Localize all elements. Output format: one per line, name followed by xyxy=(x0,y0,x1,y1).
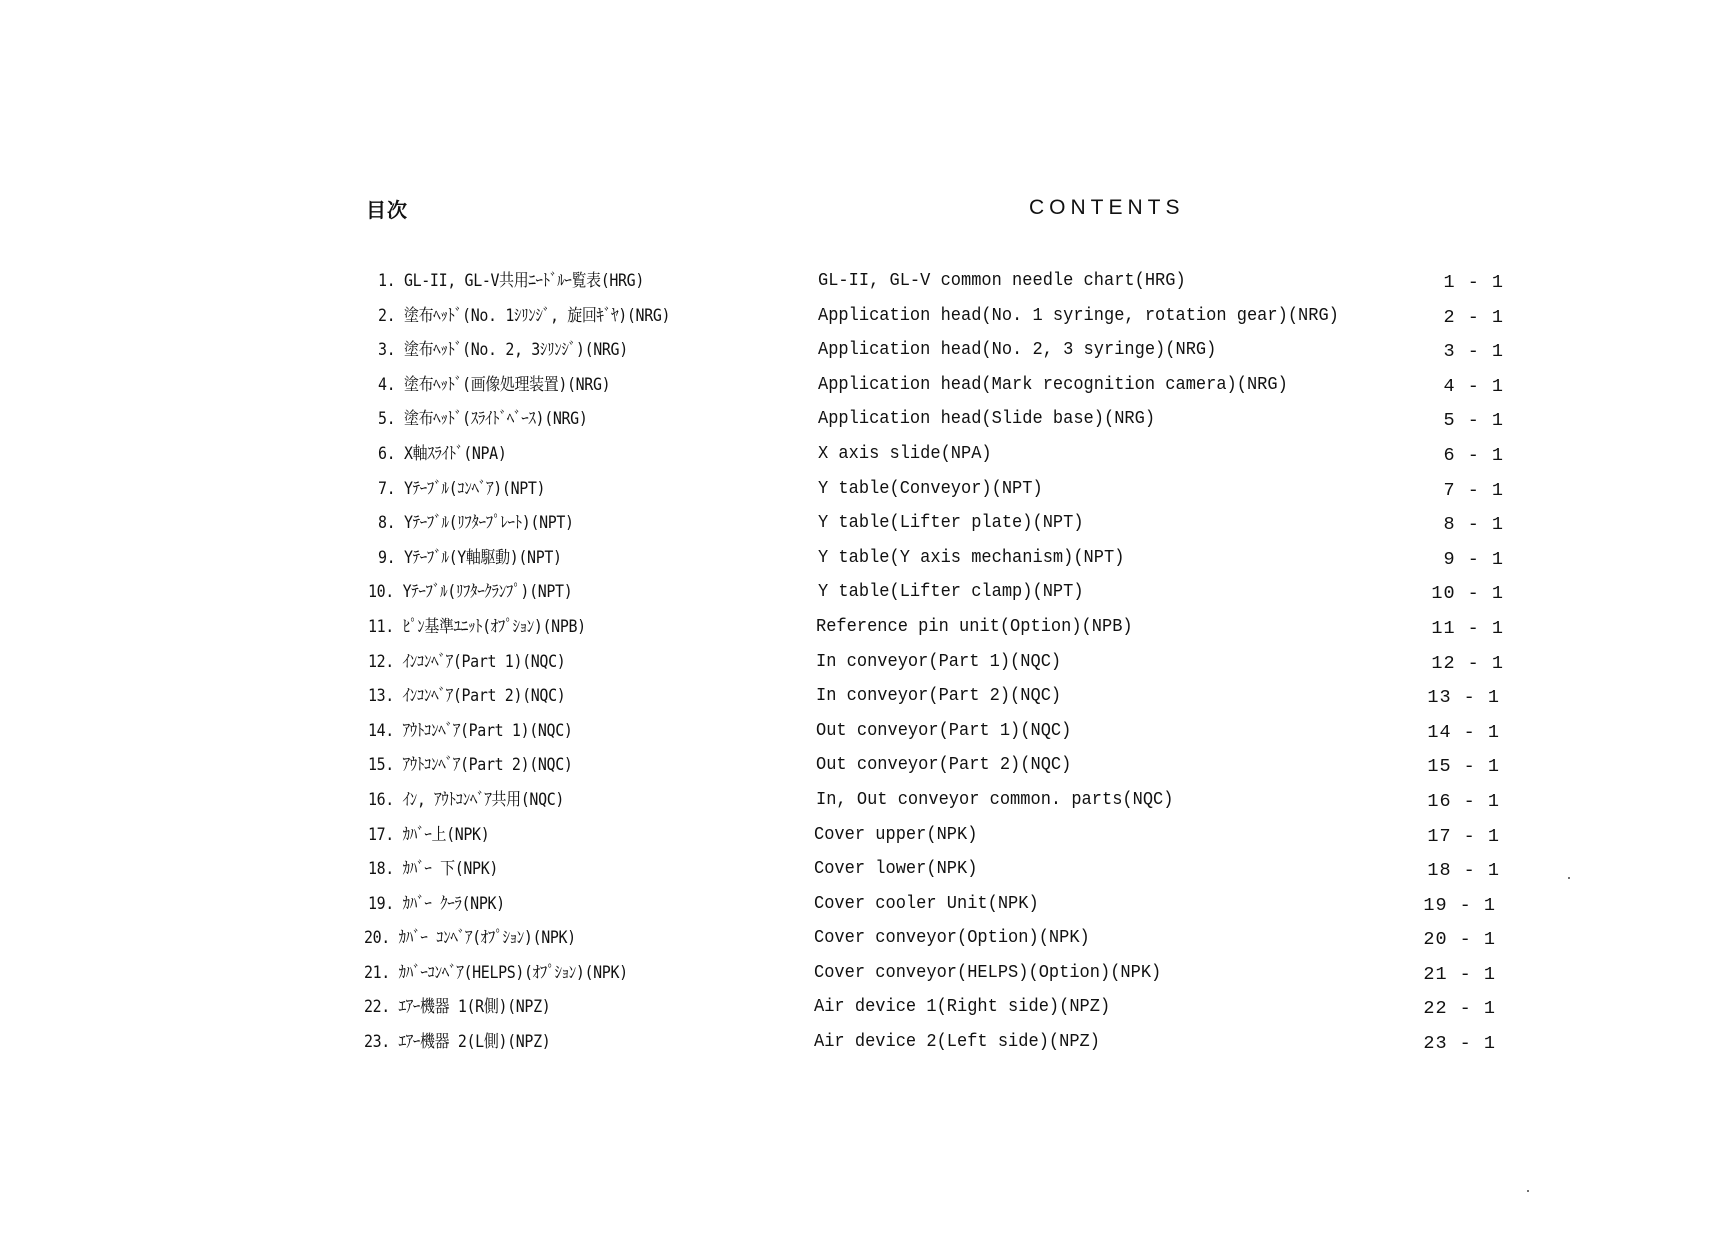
toc-entry-japanese-title: 3. 塗布ﾍｯﾄﾞ(No. 2, 3ｼﾘﾝｼﾞ)(NRG) xyxy=(378,340,628,361)
toc-entry-english-title: Cover conveyor(HELPS)(Option)(NPK) xyxy=(814,961,1162,983)
toc-entry-page-number: 1 - 1 xyxy=(1443,272,1504,293)
toc-entry-page-number: 16 - 1 xyxy=(1427,790,1500,812)
toc-entry-page-number: 15 - 1 xyxy=(1427,756,1500,778)
toc-entry xyxy=(0,921,1734,956)
toc-entry xyxy=(0,402,1734,437)
toc-entry xyxy=(0,333,1734,368)
toc-entry-japanese-title: 22. ｴｱｰ機器 1(R側)(NPZ) xyxy=(364,997,551,1018)
toc-entry-japanese-title: 13. ｲﾝｺﾝﾍﾞｱ(Part 2)(NQC) xyxy=(368,686,566,707)
toc-entry-english-title: Cover lower(NPK) xyxy=(814,858,978,880)
toc-entry-english-title: Cover upper(NPK) xyxy=(814,823,978,845)
toc-entry-page-number: 23 - 1 xyxy=(1423,1033,1496,1055)
toc-entry-page-number: 6 - 1 xyxy=(1443,444,1504,466)
toc-entry xyxy=(0,299,1734,334)
toc-entry-japanese-title: 18. ｶﾊﾞｰ 下(NPK) xyxy=(368,859,499,880)
toc-entry-english-title: Out conveyor(Part 1)(NQC) xyxy=(816,719,1072,741)
toc-entry-page-number: 17 - 1 xyxy=(1427,825,1500,847)
toc-entry-english-title: Out conveyor(Part 2)(NQC) xyxy=(816,754,1072,776)
toc-entry-page-number: 18 - 1 xyxy=(1427,860,1500,882)
toc-entry-page-number: 20 - 1 xyxy=(1423,929,1496,951)
toc-entry-page-number: 21 - 1 xyxy=(1423,963,1496,985)
toc-entry xyxy=(0,818,1734,853)
toc-entry-page-number: 13 - 1 xyxy=(1427,687,1500,709)
toc-entry-page-number: 4 - 1 xyxy=(1443,375,1504,397)
toc-entry-page-number: 3 - 1 xyxy=(1443,341,1504,363)
toc-entry-japanese-title: 2. 塗布ﾍｯﾄﾞ(No. 1ｼﾘﾝｼﾞ, 旋回ｷﾞﾔ)(NRG) xyxy=(378,305,671,326)
toc-entry-japanese-title: 17. ｶﾊﾞｰ上(NPK) xyxy=(368,824,490,845)
toc-entry xyxy=(0,645,1734,680)
toc-entry-english-title: In, Out conveyor common. parts(NQC) xyxy=(816,788,1174,810)
toc-entry-english-title: In conveyor(Part 1)(NQC) xyxy=(816,650,1062,672)
toc-entry xyxy=(0,783,1734,818)
toc-entry-japanese-title: 21. ｶﾊﾞｰｺﾝﾍﾞｱ(HELPS)(ｵﾌﾟｼｮﾝ)(NPK) xyxy=(364,962,628,983)
toc-entry-page-number: 5 - 1 xyxy=(1443,410,1504,432)
scan-speck xyxy=(1568,877,1570,879)
toc-entry-english-title: Cover conveyor(Option)(NPK) xyxy=(814,927,1090,949)
toc-entry xyxy=(0,956,1734,991)
toc-entry-english-title: In conveyor(Part 2)(NQC) xyxy=(816,685,1062,707)
toc-entry xyxy=(0,437,1734,472)
scan-speck xyxy=(1527,1190,1529,1192)
toc-entry-page-number: 9 - 1 xyxy=(1443,548,1504,570)
toc-entry xyxy=(0,610,1734,645)
toc-entry-page-number: 12 - 1 xyxy=(1431,652,1504,674)
toc-entry-english-title: Y table(Lifter plate)(NPT) xyxy=(818,512,1084,534)
toc-entry-japanese-title: 6. X軸ｽﾗｲﾄﾞ(NPA) xyxy=(378,443,507,464)
toc-entry-english-title: Application head(Slide base)(NRG) xyxy=(818,408,1156,430)
toc-entry-english-title: Application head(No. 2, 3 syringe)(NRG) xyxy=(818,339,1217,361)
toc-entry-page-number: 10 - 1 xyxy=(1431,583,1504,605)
toc-entry-page-number: 2 - 1 xyxy=(1443,306,1504,328)
toc-entry-english-title: Y table(Y axis mechanism)(NPT) xyxy=(818,546,1125,568)
toc-entry-japanese-title: 1. GL-II, GL-V共用ﾆｰﾄﾞﾙｰ覧表(HRG) xyxy=(378,271,644,291)
toc-entry-japanese-title: 7. Yﾃｰﾌﾞﾙ(ｺﾝﾍﾞｱ)(NPT) xyxy=(378,478,546,499)
toc-entry xyxy=(0,748,1734,783)
toc-entry-english-title: Application head(Mark recognition camera)(NRG) xyxy=(818,373,1288,395)
toc-entry xyxy=(0,472,1734,507)
toc-entry xyxy=(0,575,1734,610)
toc-entry-japanese-title: 9. Yﾃｰﾌﾞﾙ(Y軸駆動)(NPT) xyxy=(378,547,562,568)
toc-entry-page-number: 11 - 1 xyxy=(1431,617,1504,639)
toc-entry-japanese-title: 19. ｶﾊﾞｰ ｸｰﾗ(NPK) xyxy=(368,893,505,914)
toc-entry xyxy=(0,990,1734,1025)
toc-entry-english-title: Air device 1(Right side)(NPZ) xyxy=(814,996,1111,1018)
toc-entry xyxy=(0,506,1734,541)
toc-entry xyxy=(0,264,1734,299)
toc-entry-page-number: 19 - 1 xyxy=(1423,894,1496,916)
toc-entry-japanese-title: 10. Yﾃｰﾌﾞﾙ(ﾘﾌﾀｰｸﾗﾝﾌﾟ)(NPT) xyxy=(368,582,573,603)
toc-entry-english-title: X axis slide(NPA) xyxy=(818,442,992,464)
japanese-contents-heading: 目次 xyxy=(366,198,408,222)
toc-entry xyxy=(0,368,1734,403)
toc-entry-japanese-title: 14. ｱｳﾄｺﾝﾍﾞｱ(Part 1)(NQC) xyxy=(368,720,573,741)
toc-entry-japanese-title: 4. 塗布ﾍｯﾄﾞ(画像処理装置)(NRG) xyxy=(378,374,611,395)
toc-entry xyxy=(0,887,1734,922)
toc-entry-japanese-title: 23. ｴｱｰ機器 2(L側)(NPZ) xyxy=(364,1032,551,1053)
toc-entry xyxy=(0,1025,1734,1060)
toc-entry-page-number: 8 - 1 xyxy=(1443,514,1504,536)
toc-entry xyxy=(0,541,1734,576)
toc-entry-japanese-title: 5. 塗布ﾍｯﾄﾞ(ｽﾗｲﾄﾞﾍﾞｰｽ)(NRG) xyxy=(378,409,588,430)
toc-entry-english-title: GL-II, GL-V common needle chart(HRG) xyxy=(818,270,1186,291)
toc-entry-japanese-title: 8. Yﾃｰﾌﾞﾙ(ﾘﾌﾀｰﾌﾟﾚｰﾄ)(NPT) xyxy=(378,513,574,534)
table-of-contents xyxy=(0,264,1734,1060)
toc-entry xyxy=(0,679,1734,714)
toc-entry-english-title: Air device 2(Left side)(NPZ) xyxy=(814,1031,1100,1053)
toc-entry-english-title: Application head(No. 1 syringe, rotation gear)(NRG) xyxy=(818,304,1339,326)
toc-entry-page-number: 7 - 1 xyxy=(1443,479,1504,501)
toc-entry xyxy=(0,714,1734,749)
toc-entry-english-title: Reference pin unit(Option)(NPB) xyxy=(816,615,1133,637)
contents-heading: CONTENTS xyxy=(1029,196,1185,219)
toc-entry-japanese-title: 12. ｲﾝｺﾝﾍﾞｱ(Part 1)(NQC) xyxy=(368,651,566,672)
toc-entry-english-title: Y table(Conveyor)(NPT) xyxy=(818,477,1043,499)
toc-entry-page-number: 14 - 1 xyxy=(1427,721,1500,743)
toc-entry-japanese-title: 15. ｱｳﾄｺﾝﾍﾞｱ(Part 2)(NQC) xyxy=(368,755,573,776)
toc-entry-english-title: Cover cooler Unit(NPK) xyxy=(814,892,1039,914)
toc-entry-japanese-title: 20. ｶﾊﾞｰ ｺﾝﾍﾞｱ(ｵﾌﾟｼｮﾝ)(NPK) xyxy=(364,928,576,949)
toc-entry-japanese-title: 16. ｲﾝ, ｱｳﾄｺﾝﾍﾞｱ共用(NQC) xyxy=(368,789,565,810)
toc-entry-page-number: 22 - 1 xyxy=(1423,998,1496,1020)
toc-entry xyxy=(0,852,1734,887)
toc-entry-japanese-title: 11. ﾋﾟﾝ基準ﾕﾆｯﾄ(ｵﾌﾟｼｮﾝ)(NPB) xyxy=(368,616,586,637)
toc-entry-english-title: Y table(Lifter clamp)(NPT) xyxy=(818,581,1084,603)
